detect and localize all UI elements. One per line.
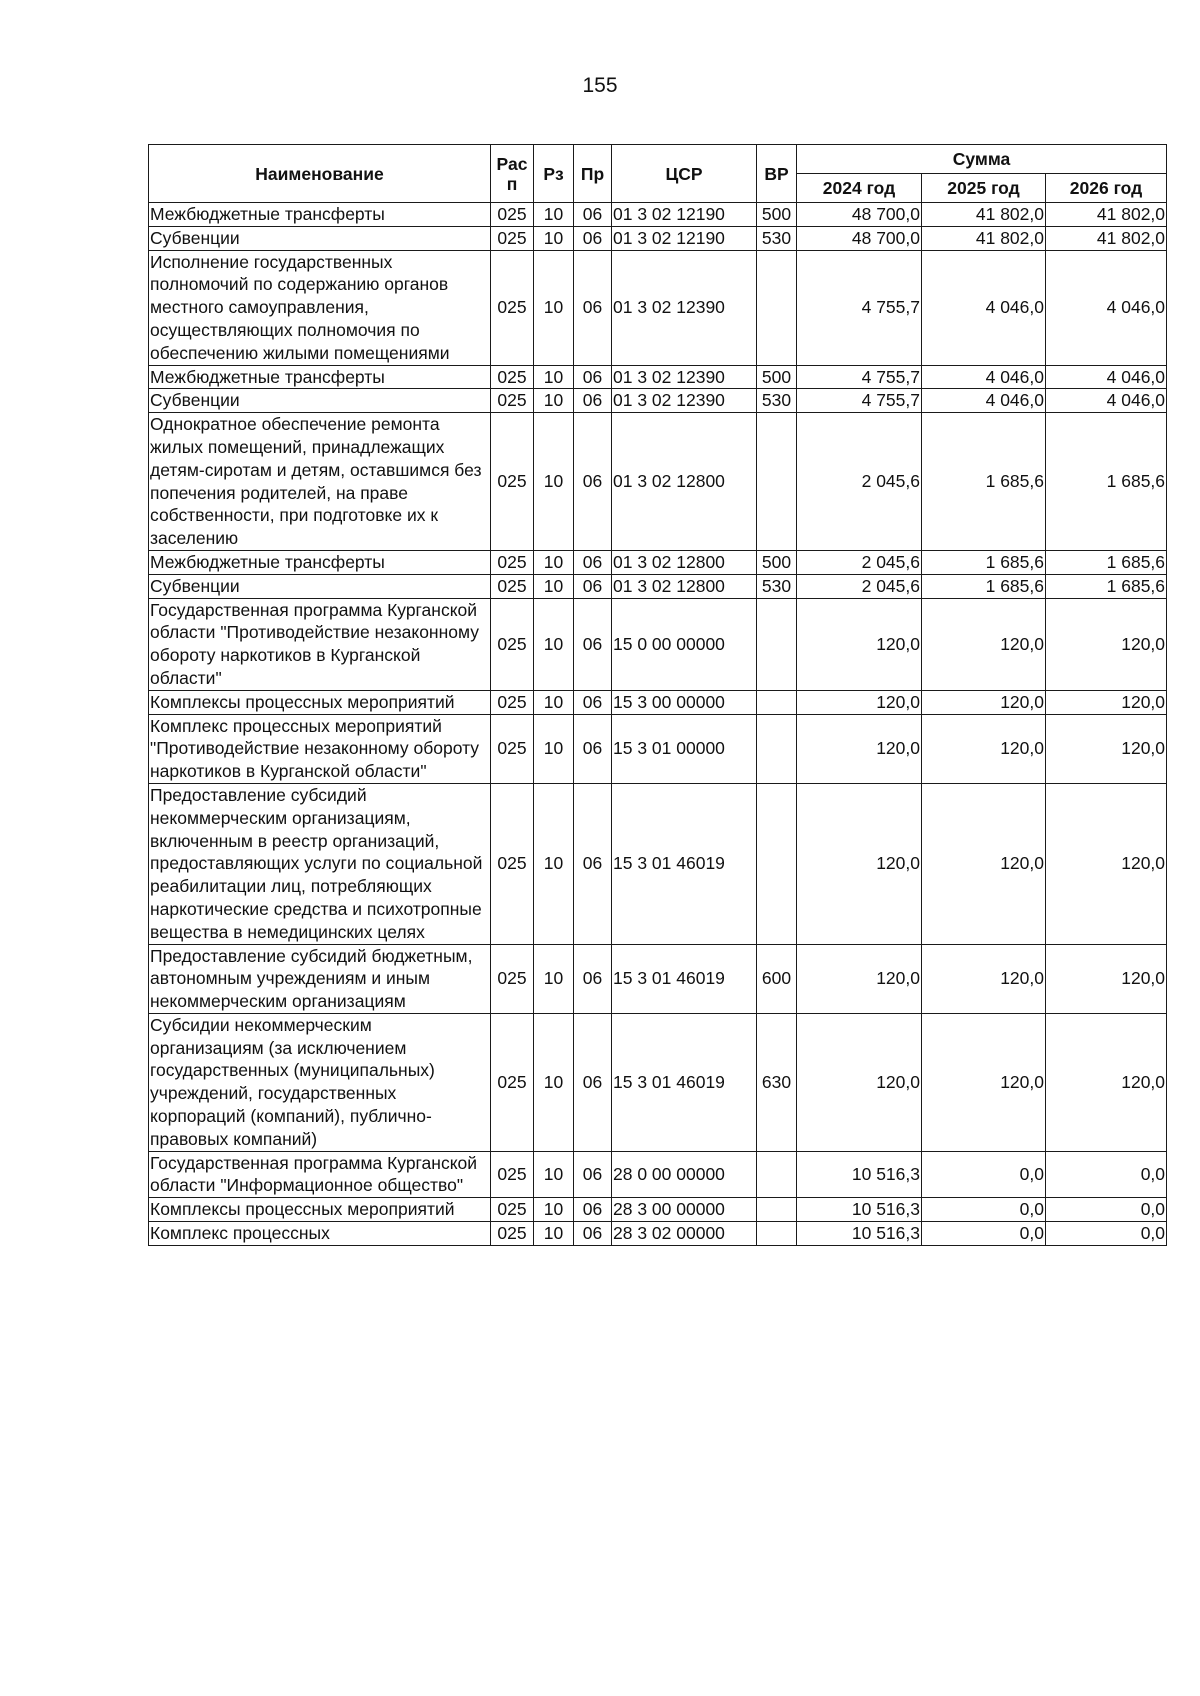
row-name: Государственная программа Курганской области "Противодействие незаконному обороту наркотиков в Курганской области" [149, 598, 491, 690]
row-rz: 10 [534, 389, 574, 413]
row-csr: 15 3 01 46019 [612, 1013, 757, 1151]
row-csr: 15 3 01 46019 [612, 783, 757, 944]
row-rz: 10 [534, 783, 574, 944]
row-amount-2024: 4 755,7 [797, 389, 922, 413]
row-amount-2026: 120,0 [1046, 783, 1167, 944]
row-amount-2026: 4 046,0 [1046, 250, 1167, 365]
row-csr: 01 3 02 12190 [612, 203, 757, 227]
row-amount-2026: 120,0 [1046, 1013, 1167, 1151]
row-amount-2026: 0,0 [1046, 1198, 1167, 1222]
row-amount-2026: 41 802,0 [1046, 226, 1167, 250]
table-row [149, 550, 1167, 574]
row-amount-2025: 1 685,6 [922, 550, 1046, 574]
page-number: 155 [582, 74, 618, 97]
table-row [149, 1151, 1167, 1198]
row-rasp: 025 [491, 574, 534, 598]
row-csr: 15 3 01 00000 [612, 714, 757, 783]
row-rasp: 025 [491, 690, 534, 714]
row-amount-2025: 4 046,0 [922, 250, 1046, 365]
row-rz: 10 [534, 1222, 574, 1246]
row-name: Комплексы процессных мероприятий [149, 1198, 491, 1222]
row-rasp: 025 [491, 1198, 534, 1222]
header-vr: ВР [757, 145, 797, 203]
header-2025: 2025 год [922, 174, 1046, 203]
row-name: Предоставление субсидий некоммерческим организациям, включенным в реестр организаций, предоставляющих услуги по социальной реабилитации лиц, потребляющих наркотические средства и психотропные вещества в немедицинских целях [149, 783, 491, 944]
row-amount-2025: 0,0 [922, 1222, 1046, 1246]
row-amount-2024: 120,0 [797, 783, 922, 944]
row-rasp: 025 [491, 226, 534, 250]
row-name: Комплексы процессных мероприятий [149, 690, 491, 714]
row-vr [757, 1198, 797, 1222]
row-name: Межбюджетные трансферты [149, 203, 491, 227]
table-row [149, 250, 1167, 365]
table-row [149, 365, 1167, 389]
row-csr: 01 3 02 12800 [612, 550, 757, 574]
header-pr: Пр [574, 145, 612, 203]
row-vr [757, 598, 797, 690]
row-vr: 630 [757, 1013, 797, 1151]
row-pr: 06 [574, 714, 612, 783]
table-row [149, 714, 1167, 783]
row-vr: 500 [757, 365, 797, 389]
row-amount-2025: 1 685,6 [922, 574, 1046, 598]
row-rasp: 025 [491, 365, 534, 389]
row-rz: 10 [534, 598, 574, 690]
row-amount-2026: 120,0 [1046, 598, 1167, 690]
row-amount-2024: 2 045,6 [797, 413, 922, 551]
row-rz: 10 [534, 690, 574, 714]
row-rz: 10 [534, 250, 574, 365]
row-amount-2025: 41 802,0 [922, 203, 1046, 227]
row-rasp: 025 [491, 413, 534, 551]
row-name: Однократное обеспечение ремонта жилых помещений, принадлежащих детям-сиротам и детям, оставшимся без попечения родителей, на праве собственности, при подготовке их к заселению [149, 413, 491, 551]
row-pr: 06 [574, 944, 612, 1013]
header-sum: Сумма [797, 145, 1167, 174]
row-vr: 530 [757, 574, 797, 598]
row-pr: 06 [574, 389, 612, 413]
row-rasp: 025 [491, 550, 534, 574]
row-vr [757, 413, 797, 551]
row-csr: 28 3 00 00000 [612, 1198, 757, 1222]
row-amount-2024: 48 700,0 [797, 203, 922, 227]
row-rz: 10 [534, 1198, 574, 1222]
row-amount-2025: 120,0 [922, 783, 1046, 944]
row-pr: 06 [574, 203, 612, 227]
row-amount-2026: 120,0 [1046, 714, 1167, 783]
row-vr: 530 [757, 389, 797, 413]
row-name: Комплекс процессных [149, 1222, 491, 1246]
row-name: Субсидии некоммерческим организациям (за исключением государственных (муниципальных) учреждений, государственных корпораций (компаний), публично-правовых компаний) [149, 1013, 491, 1151]
row-name: Субвенции [149, 226, 491, 250]
row-name: Исполнение государственных полномочий по содержанию органов местного самоуправления, осуществляющих полномочия по обеспечению жилыми помещениями [149, 250, 491, 365]
row-pr: 06 [574, 1151, 612, 1198]
row-amount-2025: 120,0 [922, 714, 1046, 783]
row-vr [757, 690, 797, 714]
row-rz: 10 [534, 226, 574, 250]
row-vr: 530 [757, 226, 797, 250]
row-csr: 01 3 02 12800 [612, 413, 757, 551]
row-csr: 01 3 02 12390 [612, 250, 757, 365]
row-name: Государственная программа Курганской области "Информационное общество" [149, 1151, 491, 1198]
table-row [149, 1222, 1167, 1246]
row-amount-2024: 48 700,0 [797, 226, 922, 250]
row-vr: 500 [757, 203, 797, 227]
row-amount-2024: 120,0 [797, 690, 922, 714]
row-pr: 06 [574, 690, 612, 714]
table-row [149, 389, 1167, 413]
row-rz: 10 [534, 550, 574, 574]
row-name: Межбюджетные трансферты [149, 550, 491, 574]
row-rasp: 025 [491, 944, 534, 1013]
row-csr: 01 3 02 12190 [612, 226, 757, 250]
row-amount-2024: 2 045,6 [797, 550, 922, 574]
row-csr: 01 3 02 12800 [612, 574, 757, 598]
row-amount-2026: 0,0 [1046, 1151, 1167, 1198]
row-amount-2026: 4 046,0 [1046, 389, 1167, 413]
row-vr [757, 714, 797, 783]
row-amount-2024: 120,0 [797, 1013, 922, 1151]
table-row [149, 574, 1167, 598]
row-amount-2024: 10 516,3 [797, 1222, 922, 1246]
row-amount-2025: 120,0 [922, 690, 1046, 714]
row-rz: 10 [534, 944, 574, 1013]
row-amount-2026: 0,0 [1046, 1222, 1167, 1246]
row-amount-2026: 120,0 [1046, 690, 1167, 714]
row-pr: 06 [574, 226, 612, 250]
row-vr [757, 250, 797, 365]
row-rz: 10 [534, 203, 574, 227]
row-rasp: 025 [491, 783, 534, 944]
table-row [149, 598, 1167, 690]
table-row [149, 1013, 1167, 1151]
row-amount-2024: 120,0 [797, 714, 922, 783]
row-amount-2026: 4 046,0 [1046, 365, 1167, 389]
row-csr: 15 3 01 46019 [612, 944, 757, 1013]
row-amount-2024: 120,0 [797, 944, 922, 1013]
row-rasp: 025 [491, 1013, 534, 1151]
row-rasp: 025 [491, 598, 534, 690]
row-amount-2026: 1 685,6 [1046, 550, 1167, 574]
row-amount-2025: 0,0 [922, 1151, 1046, 1198]
row-pr: 06 [574, 365, 612, 389]
row-amount-2024: 4 755,7 [797, 365, 922, 389]
header-rz: Рз [534, 145, 574, 203]
row-amount-2026: 41 802,0 [1046, 203, 1167, 227]
table-row [149, 944, 1167, 1013]
row-rasp: 025 [491, 203, 534, 227]
row-rz: 10 [534, 413, 574, 551]
table-row [149, 690, 1167, 714]
row-rasp: 025 [491, 389, 534, 413]
row-amount-2025: 0,0 [922, 1198, 1046, 1222]
row-amount-2025: 4 046,0 [922, 389, 1046, 413]
row-amount-2024: 10 516,3 [797, 1198, 922, 1222]
row-amount-2024: 2 045,6 [797, 574, 922, 598]
header-rasp: Рас п [491, 145, 534, 203]
row-csr: 01 3 02 12390 [612, 365, 757, 389]
row-name: Субвенции [149, 574, 491, 598]
row-pr: 06 [574, 1013, 612, 1151]
row-pr: 06 [574, 550, 612, 574]
row-rasp: 025 [491, 1151, 534, 1198]
row-amount-2025: 1 685,6 [922, 413, 1046, 551]
row-vr: 500 [757, 550, 797, 574]
row-pr: 06 [574, 1222, 612, 1246]
row-rasp: 025 [491, 250, 534, 365]
row-amount-2024: 10 516,3 [797, 1151, 922, 1198]
row-pr: 06 [574, 783, 612, 944]
row-csr: 01 3 02 12390 [612, 389, 757, 413]
table-row [149, 1198, 1167, 1222]
row-amount-2025: 4 046,0 [922, 365, 1046, 389]
row-pr: 06 [574, 574, 612, 598]
row-rasp: 025 [491, 714, 534, 783]
row-rz: 10 [534, 1013, 574, 1151]
row-amount-2026: 120,0 [1046, 944, 1167, 1013]
row-pr: 06 [574, 413, 612, 551]
row-amount-2026: 1 685,6 [1046, 574, 1167, 598]
table-row [149, 413, 1167, 551]
row-amount-2025: 41 802,0 [922, 226, 1046, 250]
row-csr: 28 3 02 00000 [612, 1222, 757, 1246]
row-rasp: 025 [491, 1222, 534, 1246]
row-vr [757, 1151, 797, 1198]
table-body [149, 203, 1167, 1246]
row-amount-2025: 120,0 [922, 944, 1046, 1013]
table-row [149, 203, 1167, 227]
row-vr [757, 783, 797, 944]
row-pr: 06 [574, 1198, 612, 1222]
row-name: Комплекс процессных мероприятий "Противодействие незаконному обороту наркотиков в Курганской области" [149, 714, 491, 783]
header-2024: 2024 год [797, 174, 922, 203]
row-amount-2025: 120,0 [922, 598, 1046, 690]
row-csr: 15 3 00 00000 [612, 690, 757, 714]
row-rz: 10 [534, 365, 574, 389]
row-amount-2026: 1 685,6 [1046, 413, 1167, 551]
table-row [149, 783, 1167, 944]
row-pr: 06 [574, 598, 612, 690]
table-row [149, 226, 1167, 250]
budget-table [148, 144, 1167, 1246]
row-csr: 28 0 00 00000 [612, 1151, 757, 1198]
table-header [149, 145, 1167, 203]
row-amount-2025: 120,0 [922, 1013, 1046, 1151]
row-rz: 10 [534, 714, 574, 783]
header-csr: ЦСР [612, 145, 757, 203]
row-pr: 06 [574, 250, 612, 365]
row-vr [757, 1222, 797, 1246]
row-rz: 10 [534, 1151, 574, 1198]
row-amount-2024: 4 755,7 [797, 250, 922, 365]
row-csr: 15 0 00 00000 [612, 598, 757, 690]
row-vr: 600 [757, 944, 797, 1013]
row-amount-2024: 120,0 [797, 598, 922, 690]
row-name: Межбюджетные трансферты [149, 365, 491, 389]
row-name: Предоставление субсидий бюджетным, автономным учреждениям и иным некоммерческим организациям [149, 944, 491, 1013]
header-2026: 2026 год [1046, 174, 1167, 203]
header-name: Наименование [149, 145, 491, 203]
row-rz: 10 [534, 574, 574, 598]
row-name: Субвенции [149, 389, 491, 413]
